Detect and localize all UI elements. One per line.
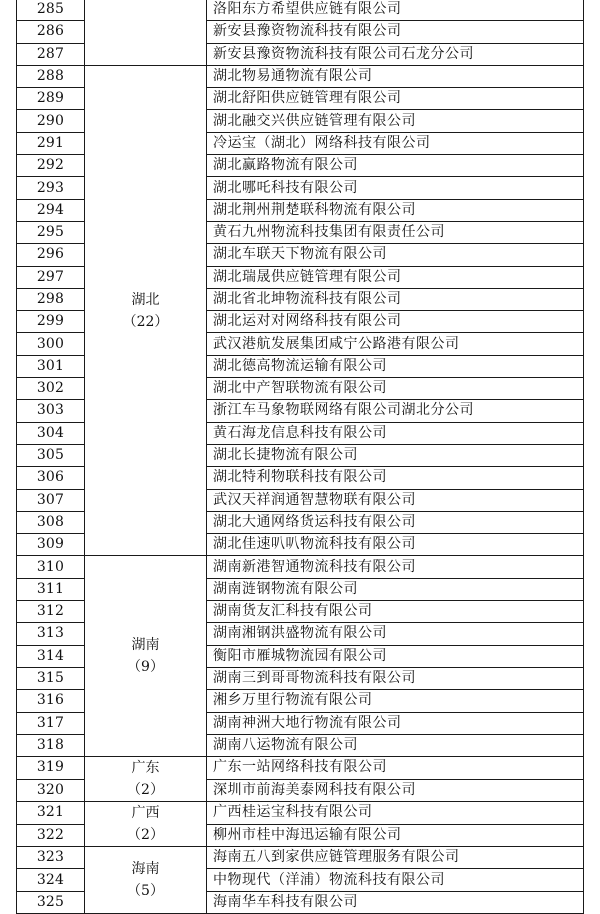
region-count: （9） [127, 659, 164, 676]
region-cell [85, 65, 207, 556]
company-name: 湖北省北坤物流科技有限公司 [207, 288, 584, 310]
region-count: （22） [122, 313, 169, 330]
row-number: 293 [17, 177, 85, 199]
row-number: 324 [17, 869, 85, 891]
row-number: 290 [17, 110, 85, 132]
row-number: 305 [17, 444, 85, 466]
company-name: 湖北车联天下物流有限公司 [207, 244, 584, 266]
row-number: 309 [17, 534, 85, 556]
company-name: 湖北佳速叭叭物流科技有限公司 [207, 534, 584, 556]
company-name: 湖北长捷物流有限公司 [207, 444, 584, 466]
company-name: 湘乡万里行物流有限公司 [207, 690, 584, 712]
company-name: 湖南神洲大地行物流有限公司 [207, 712, 584, 734]
region-name: 湖南 [131, 637, 160, 654]
region-name: 湖北 [131, 291, 160, 308]
row-number: 308 [17, 511, 85, 533]
company-name: 湖北中产智联物流有限公司 [207, 378, 584, 400]
row-number: 289 [17, 88, 85, 110]
company-name: 湖北大通网络货运科技有限公司 [207, 511, 584, 533]
company-list-table-wrapper [16, 0, 583, 914]
company-name: 洛阳东方希望供应链有限公司 [207, 0, 584, 21]
company-name: 海南华车科技有限公司 [207, 891, 584, 913]
row-number: 319 [17, 757, 85, 780]
company-name: 广西桂运宝科技有限公司 [207, 802, 584, 825]
row-number: 313 [17, 623, 85, 645]
table-body [17, 0, 584, 913]
company-name: 湖北哪吒科技有限公司 [207, 177, 584, 199]
company-name: 湖北舒阳供应链管理有限公司 [207, 88, 584, 110]
company-name: 湖北运对对网络科技有限公司 [207, 311, 584, 333]
company-name: 深圳市前海美泰网科技有限公司 [207, 779, 584, 802]
row-number: 323 [17, 847, 85, 869]
row-number: 285 [17, 0, 85, 21]
row-number: 287 [17, 43, 85, 65]
company-name: 湖北赢路物流有限公司 [207, 155, 584, 177]
company-name: 湖北德高物流运输有限公司 [207, 355, 584, 377]
region-name: 海南 [131, 861, 160, 878]
company-name: 湖北融交兴供应链管理有限公司 [207, 110, 584, 132]
row-number: 288 [17, 65, 85, 87]
row-number: 301 [17, 355, 85, 377]
row-number: 303 [17, 400, 85, 422]
row-number: 302 [17, 378, 85, 400]
company-name: 湖南八运物流有限公司 [207, 734, 584, 756]
row-number: 295 [17, 221, 85, 243]
company-name: 浙江车马象物联网络有限公司湖北分公司 [207, 400, 584, 422]
row-number: 304 [17, 422, 85, 444]
table-row [17, 802, 584, 825]
row-number: 311 [17, 578, 85, 600]
company-name: 冷运宝（湖北）网络科技有限公司 [207, 132, 584, 154]
row-number: 315 [17, 667, 85, 689]
company-name: 湖北物易通物流有限公司 [207, 65, 584, 87]
row-number: 291 [17, 132, 85, 154]
company-name: 衡阳市雁城物流园有限公司 [207, 645, 584, 667]
company-name: 湖北荆州荆楚联科物流有限公司 [207, 199, 584, 221]
row-number: 310 [17, 556, 85, 578]
table-row [17, 757, 584, 780]
region-cell [85, 556, 207, 757]
company-name: 湖南湘钢洪盛物流有限公司 [207, 623, 584, 645]
row-number: 318 [17, 734, 85, 756]
company-list-table [16, 0, 584, 914]
row-number: 296 [17, 244, 85, 266]
table-row [17, 65, 584, 87]
company-name: 武汉天祥润通智慧物联有限公司 [207, 489, 584, 511]
region-cell [85, 847, 207, 914]
row-number: 299 [17, 311, 85, 333]
row-number: 307 [17, 489, 85, 511]
row-number: 325 [17, 891, 85, 913]
company-name: 海南五八到家供应链管理服务有限公司 [207, 847, 584, 869]
company-name: 湖南涟钢物流有限公司 [207, 578, 584, 600]
table-row [17, 0, 584, 21]
row-number: 314 [17, 645, 85, 667]
company-name: 武汉港航发展集团咸宁公路港有限公司 [207, 333, 584, 355]
region-cell [85, 802, 207, 847]
row-number: 286 [17, 21, 85, 43]
row-number: 294 [17, 199, 85, 221]
region-count: （2） [127, 827, 164, 844]
company-name: 湖南货友汇科技有限公司 [207, 601, 584, 623]
row-number: 292 [17, 155, 85, 177]
row-number: 321 [17, 802, 85, 825]
company-name: 湖北瑞晟供应链管理有限公司 [207, 266, 584, 288]
row-number: 306 [17, 467, 85, 489]
company-name: 中物现代（洋浦）物流科技有限公司 [207, 869, 584, 891]
company-name: 广东一站网络科技有限公司 [207, 757, 584, 780]
region-cell-continued [85, 0, 207, 65]
table-row [17, 847, 584, 869]
table-row [17, 556, 584, 578]
row-number: 322 [17, 824, 85, 847]
company-name: 湖南新港智通物流科技有限公司 [207, 556, 584, 578]
row-number: 298 [17, 288, 85, 310]
company-name: 湖北特利物联科技有限公司 [207, 467, 584, 489]
company-name: 湖南三到哥哥物流科技有限公司 [207, 667, 584, 689]
region-cell [85, 757, 207, 802]
company-name: 新安县豫资物流科技有限公司石龙分公司 [207, 43, 584, 65]
region-count: （5） [127, 883, 164, 900]
region-count: （2） [127, 782, 164, 799]
region-name: 广东 [131, 760, 160, 777]
row-number: 320 [17, 779, 85, 802]
row-number: 316 [17, 690, 85, 712]
row-number: 297 [17, 266, 85, 288]
row-number: 317 [17, 712, 85, 734]
row-number: 312 [17, 601, 85, 623]
company-name: 柳州市桂中海迅运输有限公司 [207, 824, 584, 847]
company-name: 黄石九州物流科技集团有限责任公司 [207, 221, 584, 243]
row-number: 300 [17, 333, 85, 355]
region-name: 广西 [131, 805, 160, 822]
company-name: 黄石海龙信息科技有限公司 [207, 422, 584, 444]
company-name: 新安县豫资物流科技有限公司 [207, 21, 584, 43]
